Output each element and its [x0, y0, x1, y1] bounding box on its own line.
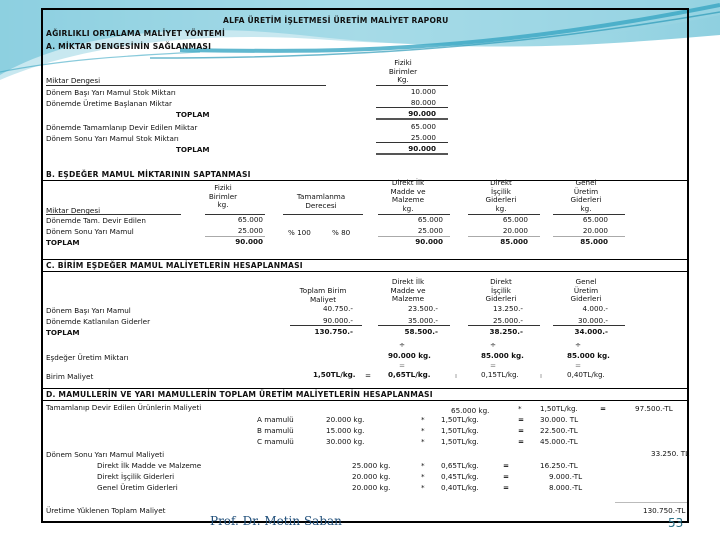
wip-total: 33.250. TL — [651, 449, 690, 458]
section-c-col-total — [283, 287, 363, 304]
col-header-line: Genel — [575, 178, 597, 187]
product-label: A mamulü — [257, 415, 294, 424]
section-b-oh: 65.000 — [582, 215, 608, 224]
section-c-oh-sum: 34.000.- — [574, 327, 608, 336]
section-a-total-value: 90.000 — [408, 109, 436, 118]
col-header-line: Fiziki — [214, 183, 232, 192]
wip-item-qty: 20.000 kg. — [352, 483, 391, 492]
wip-item-amount: 8.000.-TL — [549, 483, 583, 492]
section-divider — [43, 271, 687, 272]
equals-icon: = — [399, 361, 406, 370]
multiply-icon: * — [421, 426, 425, 435]
section-b-col-oh — [556, 179, 616, 213]
col-header-line: kg. — [217, 200, 229, 209]
col-header-line: Madde ve — [390, 285, 426, 295]
grand-total-label: Üretime Yüklenen Toplam Maliyet — [46, 506, 166, 515]
wip-item-qty: 20.000 kg. — [352, 472, 391, 481]
col-header-line: İşçilik — [491, 285, 511, 295]
section-c-dm-sum: 58.500.- — [404, 327, 438, 336]
col-header-line: Giderleri — [570, 195, 602, 204]
section-c-dl-sum: 38.250.- — [489, 327, 523, 336]
plus-separator: ı — [540, 371, 542, 380]
section-b-row-label: Dönemde Tam. Devir Edilen — [46, 216, 146, 225]
section-a-row-label: Dönemde Üretime Başlanan Miktar — [46, 99, 173, 108]
section-b-dl: 20.000 — [502, 226, 528, 235]
wip-item-rate: 0,45TL/kg. — [441, 472, 479, 481]
section-a-title: A. MİKTAR DENGESİNİN SAĞLANMASI — [46, 42, 212, 51]
product-rate: 1,50TL/kg. — [441, 426, 479, 435]
section-c-row-label: Dönemde Katlanılan Giderler — [46, 317, 151, 326]
equivalent-dm: 90.000 kg. — [388, 351, 431, 360]
section-a-total-value: 90.000 — [408, 144, 436, 153]
section-b-oh: 20.000 — [582, 226, 608, 235]
section-b-row-header: Miktar Dengesi — [46, 206, 101, 215]
section-a-row-label: Dönem Sonu Yarı Mamul Stok Miktarı — [46, 134, 179, 143]
col-header-line: kg. — [402, 203, 414, 213]
divider — [46, 214, 181, 215]
plus-separator: ı — [455, 371, 457, 380]
section-b-total-label: TOPLAM — [46, 238, 80, 247]
page-number: 53 — [668, 516, 684, 530]
section-c-total-label: TOPLAM — [46, 328, 80, 337]
section-c-dl: 25.000.- — [492, 316, 523, 325]
wip-item-qty: 25.000 kg. — [352, 461, 391, 470]
equivalent-oh: 85.000 kg. — [567, 351, 610, 360]
section-b-oh-total: 85.000 — [580, 237, 608, 246]
unit-cost-label: Birim Maliyet — [46, 372, 94, 381]
section-b-completion-b: % 80 — [332, 228, 351, 237]
equals-icon: = — [503, 483, 510, 492]
completed-total: 97.500.-TL — [635, 404, 673, 413]
section-divider — [43, 400, 687, 401]
section-b-col-dm — [378, 179, 438, 213]
cost-report-sheet — [41, 8, 689, 523]
product-qty: 20.000 kg. — [326, 415, 365, 424]
col-header-line: Üretim — [573, 186, 599, 196]
section-c-total-sum: 130.750.- — [314, 327, 353, 336]
col-header-line: Malzeme — [391, 294, 425, 303]
divider — [376, 153, 448, 155]
equals-icon: = — [503, 461, 510, 470]
col-header-line: Direkt İlk — [391, 178, 425, 187]
section-a-row-value: 65.000 — [410, 122, 436, 131]
section-b-physical: 65.000 — [237, 215, 263, 224]
col-header-line: kg. — [495, 203, 507, 213]
section-c-total: 90.000.- — [322, 316, 353, 325]
equals-icon: = — [600, 404, 607, 413]
equals-icon: = — [518, 437, 525, 446]
divide-icon: ÷ — [575, 340, 582, 349]
section-b-physical-total: 90.000 — [235, 237, 263, 246]
col-header-line: Direkt — [490, 277, 512, 286]
col-header-line: Üretim — [573, 285, 599, 295]
col-header-line: Direkt İlk — [391, 277, 425, 286]
col-header-line: Genel — [575, 277, 597, 286]
divider — [290, 325, 362, 326]
product-qty: 30.000 kg. — [326, 437, 365, 446]
section-b-col-physical — [193, 184, 253, 210]
equals-icon: = — [518, 426, 525, 435]
col-header-line: Kg. — [397, 75, 409, 84]
col-header-line: İşçilik — [491, 186, 511, 196]
grand-total-value: 130.750.-TL — [643, 506, 686, 515]
footer-author: Prof. Dr. Metin Saban — [210, 514, 342, 528]
section-a-total-label: TOPLAM — [176, 110, 210, 119]
col-header-line: Direkt — [490, 178, 512, 187]
section-a-col-header — [373, 59, 433, 85]
col-header-line: Giderleri — [485, 195, 517, 204]
section-a-row-label: Dönem Başı Yarı Mamul Stok Miktarı — [46, 88, 176, 97]
wip-item-label: Direkt İşçilik Giderleri — [97, 472, 175, 481]
product-rate: 1,50TL/kg. — [441, 415, 479, 424]
section-a-total-label: TOPLAM — [176, 145, 210, 154]
multiply-icon: * — [518, 404, 522, 413]
section-divider — [43, 259, 687, 260]
col-header-line: Tamamlanma — [296, 192, 346, 201]
unit-cost-oh: 0,40TL/kg. — [567, 370, 605, 379]
section-b-row-label: Dönem Sonu Yarı Mamul — [46, 227, 134, 236]
divider — [615, 502, 687, 503]
product-rate: 1,50TL/kg. — [441, 437, 479, 446]
col-header-line: Madde ve — [390, 186, 426, 196]
equals-icon: = — [490, 361, 497, 370]
wip-item-amount: 9.000.-TL — [549, 472, 583, 481]
section-c-title: C. BİRİM EŞDEĞER MAMUL MALİYETLERİN HESAPLANMASI — [46, 261, 303, 270]
section-c-col-dl — [471, 278, 531, 304]
divider — [376, 85, 448, 86]
wip-item-label: Direkt İlk Madde ve Malzeme — [97, 461, 202, 470]
section-c-dm: 23.500.- — [407, 304, 438, 313]
multiply-icon: * — [421, 415, 425, 424]
divide-icon: ÷ — [399, 340, 406, 349]
section-b-col-completion — [281, 193, 361, 210]
divider — [376, 142, 448, 143]
equals-icon: = — [503, 472, 510, 481]
section-a-row-value: 10.000 — [410, 87, 436, 96]
section-c-col-dm — [378, 278, 438, 304]
product-amount: 30.000. TL — [540, 415, 579, 424]
section-d-title: D. MAMULLERİN VE YARI MAMULLERİN TOPLAM ÜRETİM MALİYETLERİN HESAPLANMASI — [46, 390, 433, 399]
section-c-row-label: Dönem Başı Yarı Mamul — [46, 306, 131, 315]
col-header-line: Birimler — [208, 191, 238, 201]
col-header-line: kg. — [580, 203, 592, 213]
section-a-row-value: 25.000 — [410, 133, 436, 142]
divider — [376, 107, 448, 108]
wip-item-rate: 0,40TL/kg. — [441, 483, 479, 492]
section-c-col-oh — [556, 278, 616, 304]
section-b-col-dl — [471, 179, 531, 213]
wip-item-rate: 0,65TL/kg. — [441, 461, 479, 470]
unit-cost-dl: 0,15TL/kg. — [481, 370, 519, 379]
equals-icon: = — [518, 415, 525, 424]
product-amount: 22.500.-TL — [540, 426, 578, 435]
completed-rate: 1,50TL/kg. — [540, 404, 578, 413]
section-a-row-header: Miktar Dengesi — [46, 76, 101, 85]
col-header-line: Fiziki — [394, 58, 412, 67]
report-title: ALFA ÜRETİM İŞLETMESİ ÜRETİM MALİYET RAPORU — [223, 16, 449, 25]
divider — [46, 85, 326, 86]
product-amount: 45.000.-TL — [540, 437, 578, 446]
product-qty: 15.000 kg. — [326, 426, 365, 435]
equals-icon: = — [575, 361, 582, 370]
equals-icon: = — [365, 371, 372, 380]
col-header-line: Birimler — [388, 66, 418, 76]
col-header-line: Toplam Birim — [299, 286, 347, 295]
equivalent-label: Eşdeğer Üretim Miktarı — [46, 353, 129, 362]
section-b-dm: 25.000 — [417, 226, 443, 235]
report-method: AĞIRLIKLI ORTALAMA MALİYET YÖNTEMİ — [46, 29, 226, 38]
divider — [376, 118, 448, 120]
section-b-dm-total: 90.000 — [415, 237, 443, 246]
completed-label: Tamamlanıp Devir Edilen Ürünlerin Maliyeti — [46, 403, 202, 412]
wip-item-label: Genel Üretim Giderleri — [97, 483, 178, 492]
wip-item-amount: 16.250.-TL — [540, 461, 578, 470]
section-divider — [43, 388, 687, 389]
unit-cost-dm: 0,65TL/kg. — [388, 370, 431, 379]
divider — [283, 214, 363, 215]
section-c-dl: 13.250.- — [492, 304, 523, 313]
col-header-line: Giderleri — [570, 294, 602, 303]
section-b-dl-total: 85.000 — [500, 237, 528, 246]
section-c-total: 40.750.- — [322, 304, 353, 313]
wip-label: Dönem Sonu Yarı Mamul Maliyeti — [46, 450, 165, 459]
divider — [553, 325, 625, 326]
unit-cost-total: 1,50TL/kg. — [313, 370, 356, 379]
section-c-dm: 35.000.- — [407, 316, 438, 325]
product-label: B mamulü — [257, 426, 294, 435]
section-b-physical: 25.000 — [237, 226, 263, 235]
section-b-dl: 65.000 — [502, 215, 528, 224]
section-c-oh: 30.000.- — [577, 316, 608, 325]
multiply-icon: * — [421, 461, 425, 470]
multiply-icon: * — [421, 483, 425, 492]
completed-qty: 65.000 kg. — [451, 406, 490, 415]
section-a-row-label: Dönemde Tamamlanıp Devir Edilen Miktar — [46, 123, 198, 132]
section-b-dm: 65.000 — [417, 215, 443, 224]
col-header-line: Malzeme — [391, 195, 425, 204]
section-c-oh: 4.000.- — [582, 304, 608, 313]
divider — [468, 325, 540, 326]
multiply-icon: * — [421, 437, 425, 446]
divide-icon: ÷ — [490, 340, 497, 349]
multiply-icon: * — [421, 472, 425, 481]
col-header-line: Derecesi — [305, 200, 337, 210]
product-label: C mamulü — [257, 437, 294, 446]
equivalent-dl: 85.000 kg. — [481, 351, 524, 360]
divider — [378, 325, 450, 326]
section-a-row-value: 80.000 — [410, 98, 436, 107]
col-header-line: Giderleri — [485, 294, 517, 303]
section-b-title: B. EŞDEĞER MAMUL MİKTARININ SAPTANMASI — [46, 170, 251, 179]
col-header-line: Maliyet — [309, 294, 337, 304]
section-b-completion-a: % 100 — [288, 228, 311, 237]
